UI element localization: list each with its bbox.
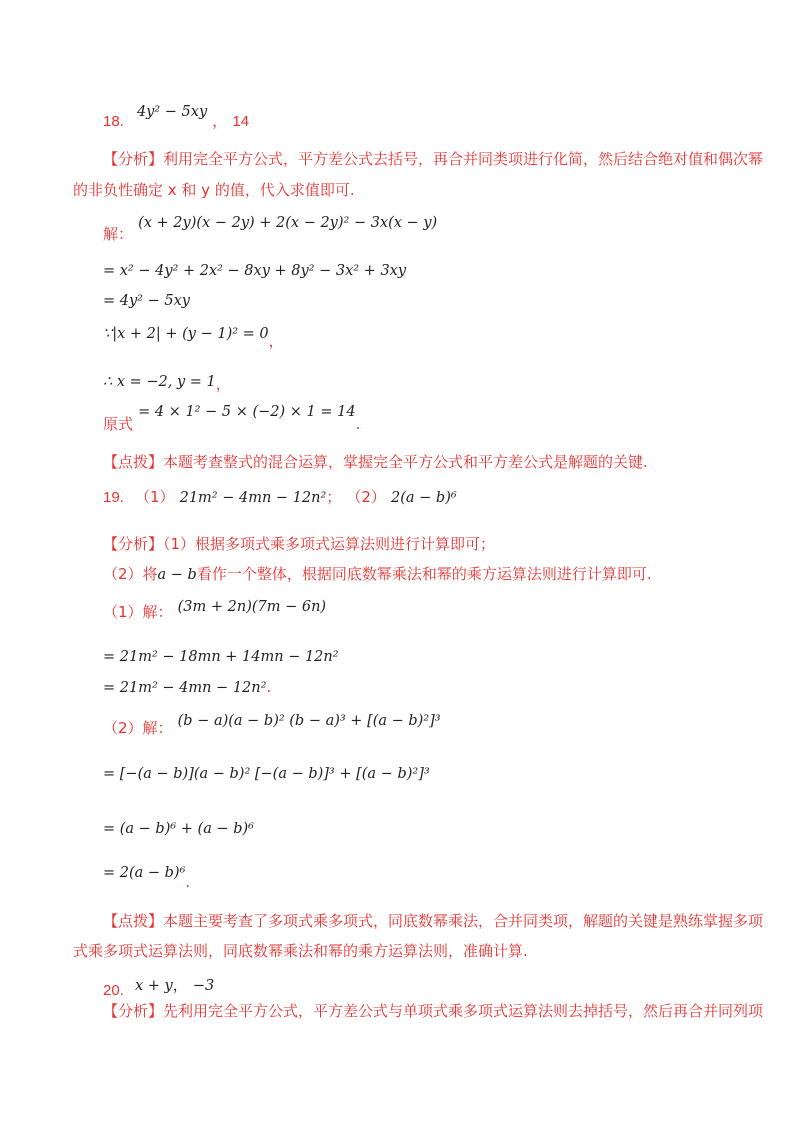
- q19-point: [103, 914, 763, 929]
- q18-condition: ∵|x + 2| + (y − 1)² = 0: [103, 326, 269, 342]
- q19-point-line1: 本题主要考查了多项式乘多项式，同底数幂乘法，合并同类项，解题的关键是熟练掌握多项: [163, 912, 764, 930]
- q18-condition-end: ，: [268, 332, 284, 350]
- q19-s2-step3: = 2(a − b)⁶: [103, 865, 186, 881]
- q19-semicolon: ；: [326, 488, 342, 506]
- q18-solution: ∴ x = −2, y = 1: [103, 374, 216, 390]
- q19-analysis: [103, 537, 495, 552]
- q18-solution-line: [103, 373, 231, 393]
- q18-answer-expr: 4y² − 5xy: [136, 104, 208, 120]
- q20-number: 20.: [103, 982, 124, 999]
- q18-point-tag: 【点拨】: [103, 453, 164, 471]
- q19-s1-step1: = 21m² − 18mn + 14mn − 12n²: [103, 649, 339, 665]
- q18-original-line: [103, 403, 361, 433]
- q20-analysis: [103, 1004, 763, 1019]
- q19-solve1-expr: (3m + 2n)(7m − 6n): [177, 599, 327, 615]
- q18-solve-expr: (x + 2y)(x − 2y) + 2(x − 2y)² − 3x(x − y): [138, 215, 438, 231]
- q18-original-expr: = 4 × 1² − 5 × (−2) × 1 = 14: [138, 404, 356, 420]
- q19-analysis-line2: [103, 567, 652, 583]
- q19-analysis-tag: 【分析】: [103, 535, 164, 553]
- q19-solve2-label: （2）解：: [103, 719, 173, 737]
- q19-answer1: 21m² − 4mn − 12n²: [179, 490, 327, 506]
- q18-solve-label: 解：: [103, 225, 134, 243]
- q19-solve2-line: [103, 712, 441, 737]
- q18-solution-end: ，: [215, 375, 231, 393]
- q19-part1-label: （1）: [134, 488, 175, 506]
- q18-analysis-line1: 利用完全平方公式，平方差公式去括号，再合并同类项进行化简，然后结合绝对值和偶次幂: [163, 150, 764, 168]
- q18-condition-line: [103, 325, 284, 350]
- q18-point: [103, 455, 648, 470]
- q18-point-text: 本题考查整式的混合运算，掌握完全平方公式和平方差公式是解题的关键.: [163, 453, 648, 471]
- q18-analysis-tag: 【分析】: [103, 150, 164, 168]
- q19-analysis-line2-post: 看作一个整体，根据同底数幂乘法和幂的乘方运算法则进行计算即可.: [196, 565, 652, 583]
- q19-solve1-label: （1）解：: [103, 603, 173, 621]
- q19-part2-label: （2）: [346, 488, 386, 506]
- q19-point-tag: 【点拨】: [103, 912, 164, 930]
- q18-analysis: [103, 152, 763, 167]
- q18-analysis-line2: 的非负性确定 x 和 y 的值，代入求值即可.: [73, 181, 355, 199]
- q19-s1-step2: = 21m² − 4mn − 12n²: [103, 680, 267, 696]
- q20-answer-expr: x + y: [134, 978, 173, 994]
- q19-number: 19.: [103, 489, 124, 506]
- q19-point-line2: 式乘多项式运算法则，同底数幂乘法和幂的乘方运算法则，准确计算.: [73, 942, 528, 960]
- q19-s1-step2-line: [103, 679, 271, 696]
- q18-original-label: 原式: [103, 415, 134, 433]
- q20-separator: ，: [172, 976, 188, 994]
- q18-number: 18.: [103, 113, 124, 130]
- q18-step2: = 4y² − 5xy: [103, 293, 190, 309]
- q19-s1-end: .: [266, 678, 272, 696]
- q18-separator: ，: [212, 112, 228, 130]
- q18-solve-line: [103, 214, 438, 243]
- q19-analysis-line2-pre: （2）将: [103, 565, 158, 583]
- q19-answer2: 2(a − b)⁶: [391, 490, 457, 506]
- q20-analysis-line1: 先利用完全平方公式，平方差公式与单项式乘多项式运算法则去掉括号，然后再合并同列项: [163, 1002, 764, 1020]
- q19-s2-step1: = [−(a − b)](a − b)² [−(a − b)]³ + [(a − b)²]³: [103, 766, 430, 782]
- q20-answer-line: [103, 976, 215, 999]
- q18-answer-line: [103, 104, 250, 130]
- q19-analysis-line2-expr: a − b: [157, 567, 197, 583]
- q19-solve2-expr: (b − a)(a − b)² (b − a)³ + [(a − b)²]³: [177, 713, 441, 729]
- q18-value: 14: [232, 113, 250, 130]
- q19-analysis-line1: （1）根据多项式乘多项式运算法则进行计算即可；: [163, 535, 496, 553]
- q19-solve1-line: [103, 598, 327, 621]
- q18-original-end: .: [355, 415, 361, 433]
- q20-value: −3: [192, 978, 215, 994]
- q19-s2-step2: = (a − b)⁶ + (a − b)⁶: [103, 821, 254, 837]
- q20-analysis-tag: 【分析】: [103, 1002, 164, 1020]
- q19-s2-end: .: [185, 873, 191, 891]
- q18-step1: = x² − 4y² + 2x² − 8xy + 8y² − 3x² + 3xy: [103, 263, 407, 279]
- q19-s2-step3-line: [103, 864, 191, 891]
- q19-answer-line: [103, 489, 457, 506]
